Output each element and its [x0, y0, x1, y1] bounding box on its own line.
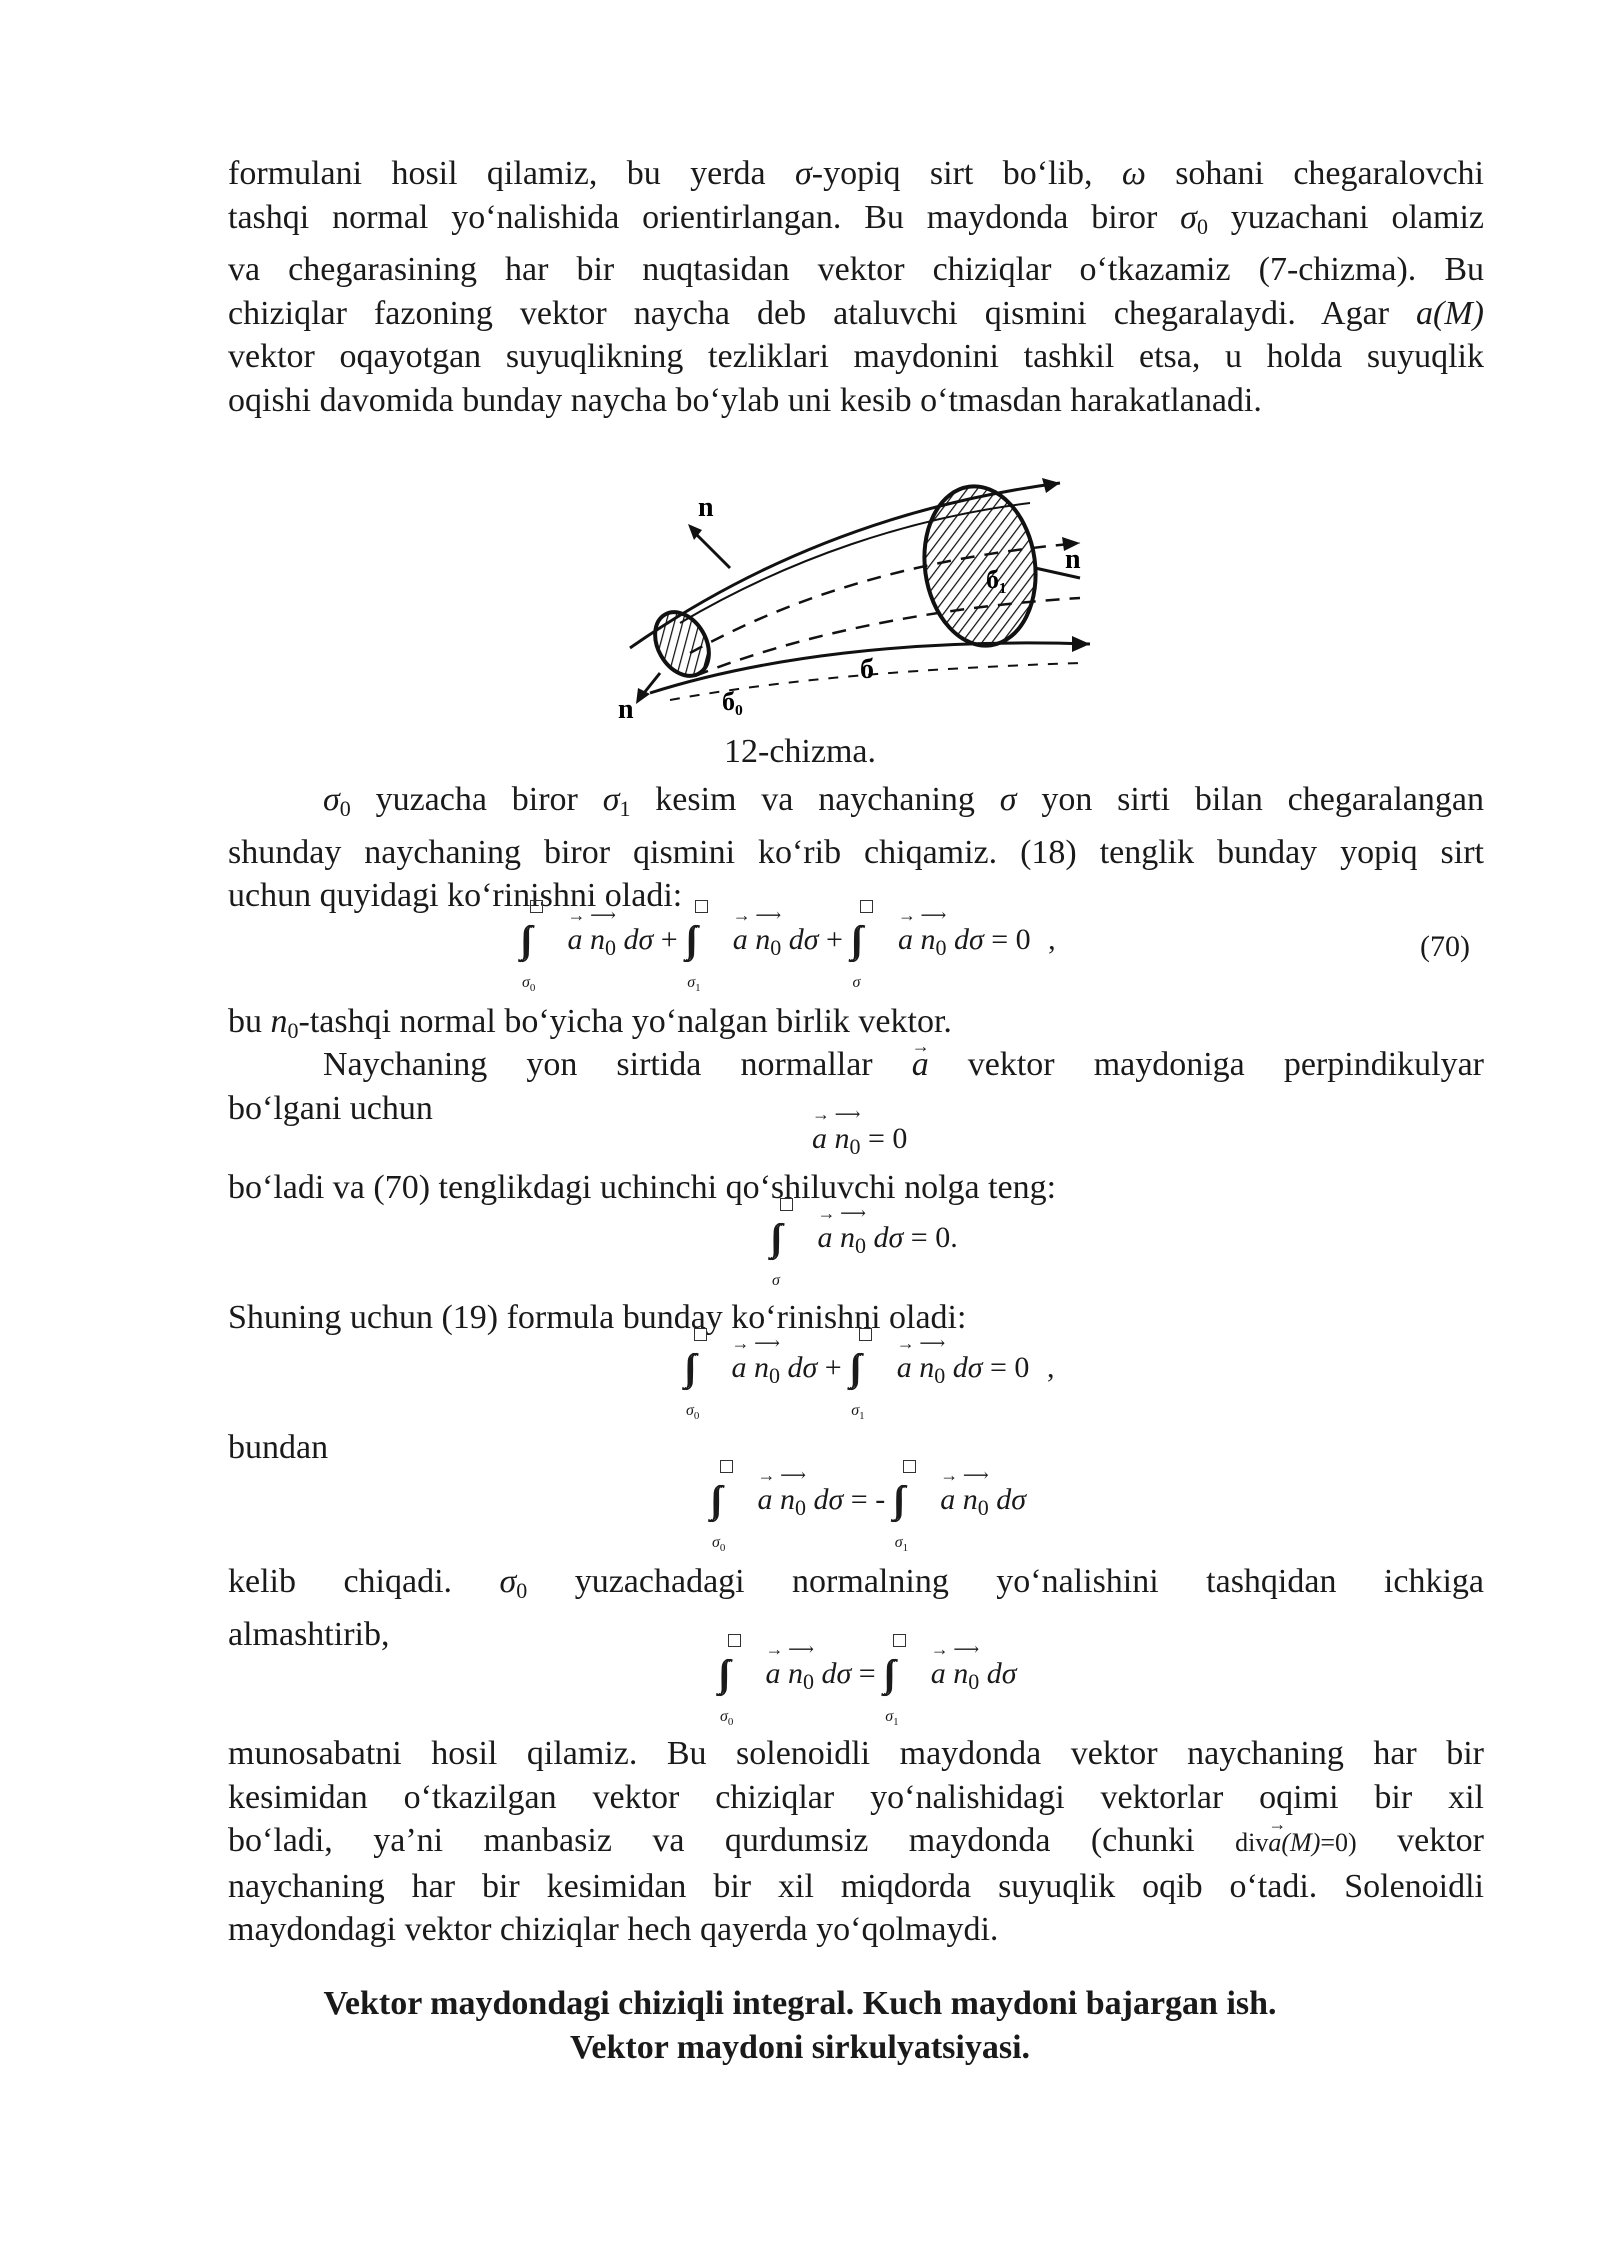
omega-symbol: ω [1121, 155, 1146, 192]
paragraph-solenoidal: munosabatni hosil qilamiz. Bu solenoidli maydonda vektor naychaning har bir kesimidan o‘tkazilgan vektor chiziqlar yo‘nalishidagi vektorlar oqimi bir xil bo‘ladi, ya’ni manbasiz va qurdumsiz maydonda (chunki div→ a(M)=0) vektor naychaning har bir kesimidan bir xil miqdorda suyuqlik oqib o‘tadi. Solenoidli maydondagi vektor chiziqlar hech qayerda yo‘qolmaydi. [228, 1732, 1484, 1952]
sigma1-label: б₁ [986, 565, 1007, 594]
text: kelib chiqadi. [228, 1563, 500, 1600]
vector-a: → a [897, 1351, 912, 1385]
equation-an0-zero: → a ⟶ $n_0 = 0$ [812, 1122, 907, 1160]
vector-a: → a [898, 923, 913, 957]
text: yuzachani olamiz [1207, 198, 1484, 236]
sigma-symbol: σ [999, 781, 1017, 818]
vector-a: → a [812, 1122, 827, 1156]
sigma1-symbol: $\sigma_1$ [602, 781, 631, 821]
vector-tube-figure [610, 448, 1110, 733]
text: vektor maydoniga perpindikulyar [928, 1046, 1485, 1083]
text: bo‘lgani uchun [228, 1089, 433, 1127]
text: bundan [228, 1429, 329, 1466]
normal-label-top: n [698, 492, 714, 523]
text: bo‘ladi va (70) tenglikdagi uchinchi qo‘shiluvchi nolga teng: [228, 1169, 1057, 1206]
div-operator: div [1235, 1828, 1269, 1857]
double-integral: ∫∫ $\sigma_1$ [883, 1646, 923, 1706]
text: tashqi normal yo‘nalishida orientirlangan. Bu maydonda biror [228, 198, 1181, 236]
text: maydondagi vektor chiziqlar hech qayerda yo‘qolmaydi. [228, 1911, 999, 1948]
vector-a: → a [1268, 1821, 1281, 1865]
equation-minus: ∫∫ $\sigma_0$ → a ⟶ $n_0$ dσ = - ∫∫ $\sigma_1$ → a ⟶ $n_0$ dσ [710, 1472, 1026, 1532]
double-integral: ∫∫ $\sigma_0$ [718, 1646, 758, 1706]
normal-label-bottom: n [618, 694, 634, 725]
double-integral: ∫∫ $\sigma_0$ [710, 1472, 750, 1532]
text: chiziqlar fazoning vektor naycha deb ataluvchi qismini chegaralaydi. Agar [228, 294, 1417, 332]
vector-a: → a [766, 1657, 781, 1691]
vector-a: → a [940, 1483, 955, 1517]
vector-n0: ⟶ $n_0$ [780, 1483, 806, 1521]
sigma-label: б [860, 654, 874, 685]
text: uchun quyidagi ko‘rinishni oladi: [228, 877, 683, 914]
vector-n0: ⟶ $n_0$ [840, 1221, 866, 1259]
double-integral: ∫∫ σ [850, 912, 890, 972]
text: vektor oqayotgan suyuqlikning tezliklari maydonini tashkil etsa, u holda suyuqlik [228, 338, 1484, 375]
text: yon sirti bilan chegaralangan [1016, 781, 1484, 818]
equation-number: (70) [1420, 930, 1470, 963]
vector-a: → a [732, 1351, 747, 1385]
text: munosabatni hosil qilamiz. Bu solenoidli maydonda vektor naychaning har bir [228, 1735, 1484, 1772]
vector-a: → a [733, 923, 748, 957]
text: -yopiq sirt bo‘lib, [811, 155, 1122, 192]
sigma0-symbol: $\sigma_0$ [499, 1563, 528, 1603]
vector-n0: ⟶ $n_0$ [963, 1483, 989, 1521]
text: yuzachadagi normalning yo‘nalishini tashqidan ichkiga [527, 1563, 1484, 1600]
equation-third-zero: ∫∫ σ → a ⟶ $n_0$ dσ = 0. [770, 1210, 958, 1270]
text: sohani chegaralovchi [1145, 155, 1484, 192]
sigma-symbol: σ [795, 155, 812, 192]
equation-two-integrals: ∫∫ $\sigma_0$ → a ⟶ $n_0$ dσ + ∫∫ $\sigma_1$ → a ⟶ $n_0$ dσ = 0 , [684, 1340, 1054, 1400]
equation-equal-flux: ∫∫ $\sigma_0$ → a ⟶ $n_0$ dσ = ∫∫ $\sigma_1$ → a ⟶ $n_0$ dσ [718, 1646, 1017, 1706]
text: Shuning uchun (19) formula bunday ko‘rinishni oladi: [228, 1299, 967, 1336]
paragraph-tube [228, 778, 1484, 918]
vector-n0: ⟶ $n_0$ [755, 923, 781, 961]
text: -tashqi normal bo‘yicha yo‘nalgan birlik vektor. [298, 1003, 952, 1040]
sigma0-label: б₀ [722, 687, 743, 716]
vector-n0: ⟶ $n_0$ [920, 923, 946, 961]
sigma0-symbol: $\sigma_0$ [323, 781, 351, 821]
vector-a: → a [931, 1657, 946, 1691]
double-integral: ∫∫ $\sigma_1$ [849, 1340, 889, 1400]
equation-70: ∫∫ $\sigma_0$ → a ⟶ $n_0$ dσ + ∫∫ $\sigma_1$ → a ⟶ $n_0$ dσ + ∫∫ σ → a ⟶ $n_0$ dσ = 0 , [520, 912, 1056, 972]
text: bu [228, 1003, 271, 1040]
text: kesimidan o‘tkazilgan vektor chiziqlar yo‘nalishidagi vektorlar oqimi bir xil [228, 1778, 1484, 1816]
text: oqishi davomida bunday naycha bo‘ylab uni kesib o‘tmasdan harakatlanadi. [228, 381, 1262, 419]
double-integral: ∫∫ σ [770, 1210, 810, 1270]
text: formulani hosil qilamiz, bu yerda [228, 155, 795, 192]
paragraph-formula19 [228, 1296, 1484, 1340]
text: yuzacha biror [350, 781, 603, 818]
vector-n0: ⟶ $n_0$ [754, 1351, 780, 1389]
vector-a: → a [818, 1221, 833, 1255]
double-integral: ∫∫ $\sigma_0$ [520, 912, 560, 972]
text: naychaning har bir kesimidan bir xil miqdorda suyuqlik oqib o‘tadi. Solenoidli [228, 1867, 1484, 1905]
double-integral: ∫∫ $\sigma_1$ [893, 1472, 933, 1532]
text: Naychaning yon sirtida normallar [323, 1046, 912, 1083]
sigma0-symbol: $\sigma_0$ [1180, 198, 1208, 239]
text: shunday naychaning biror qismini ko‘rib chiqamiz. (18) tenglik bunday yopiq sirt [228, 833, 1484, 871]
vector-n0: ⟶ $n_0$ [919, 1351, 945, 1389]
text: va chegarasining har bir nuqtasidan vektor chiziqlar o‘tkazamiz (7-chizma). Bu [228, 251, 1484, 288]
text: vektor [1356, 1822, 1484, 1859]
text: almashtirib, [228, 1615, 390, 1653]
vector-aM: a(M) [1416, 294, 1484, 332]
vector-n0: ⟶ $n_0$ [590, 923, 616, 961]
double-integral: ∫∫ $\sigma_0$ [684, 1340, 724, 1400]
paragraph-bundan [228, 1426, 1484, 1470]
section-heading-line2: Vektor maydoni sirkulyatsiyasi. [569, 2029, 1031, 2066]
double-integral: ∫∫ $\sigma_1$ [685, 912, 725, 972]
text: kesim va naychaning [630, 781, 1000, 818]
vector-a: → a [758, 1483, 773, 1517]
vector-a: → a [912, 1043, 929, 1087]
n0-symbol: $n_0$ [270, 1003, 299, 1043]
vector-a: → a [568, 923, 583, 957]
paragraph-change-normal [228, 1560, 1484, 1656]
paragraph-intro [228, 152, 1484, 422]
vector-n0: ⟶ $n_0$ [788, 1657, 814, 1695]
vector-n0: ⟶ $n_0$ [953, 1657, 979, 1695]
normal-label-right: n [1065, 544, 1081, 575]
text: bo‘ladi, ya’ni manbasiz va qurdumsiz maydonda (chunki [228, 1822, 1236, 1859]
section-heading-line1: Vektor maydondagi chiziqli integral. Kuch maydoni bajargan ish. [323, 1985, 1277, 2022]
figure-caption: 12-chizma. [724, 733, 876, 770]
text: =0) [1320, 1828, 1357, 1857]
vector-n0: ⟶ $n_0$ [835, 1122, 861, 1160]
